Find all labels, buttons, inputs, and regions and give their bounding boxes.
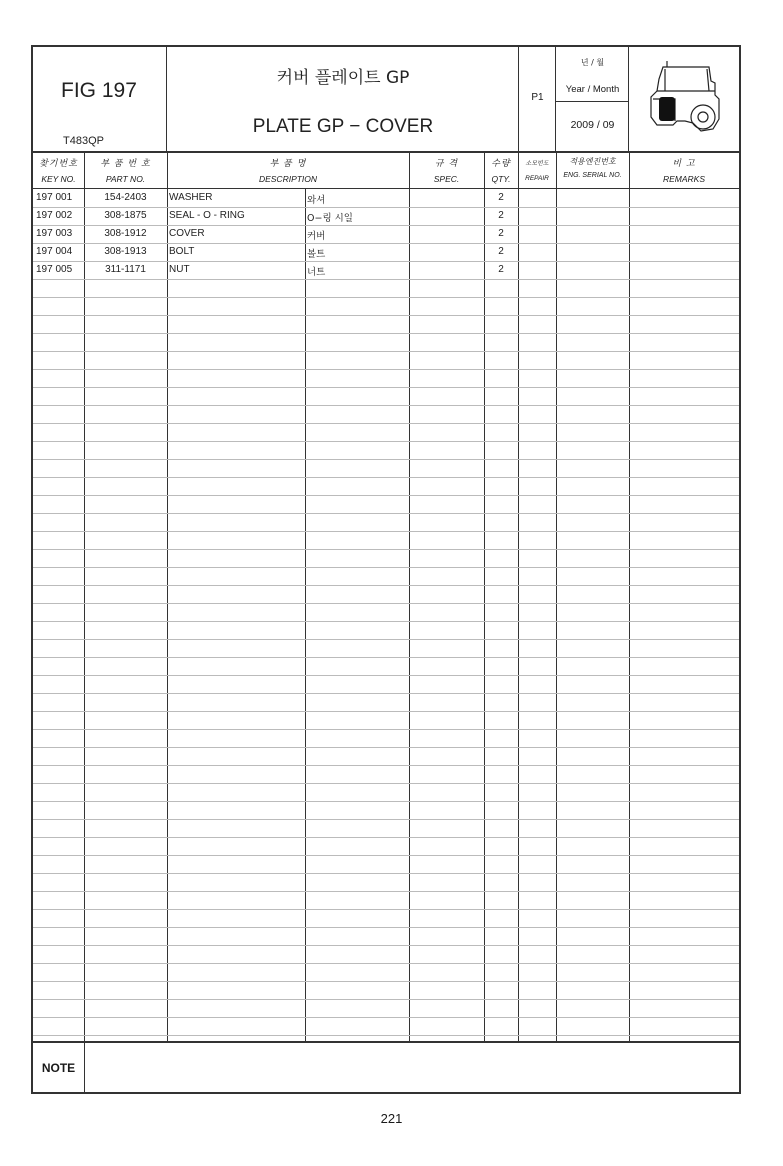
- quantity: 2: [498, 228, 504, 239]
- row-rule: [33, 801, 739, 802]
- header-desc-en: DESCRIPTION: [258, 174, 318, 184]
- header-spec: [409, 153, 484, 189]
- figure-number: FIG 197: [61, 79, 137, 102]
- description: COVER: [169, 228, 205, 239]
- row-rule: [33, 837, 739, 838]
- quantity: 2: [498, 210, 504, 221]
- row-rule: [33, 423, 739, 424]
- table-row: [33, 243, 739, 261]
- row-rule: [33, 405, 739, 406]
- header-part-ko: 부 품 번 호: [100, 159, 151, 169]
- part-no: 154-2403: [104, 192, 147, 203]
- header-key-ko: 찾기번호: [39, 159, 78, 169]
- header-repair: [518, 153, 556, 189]
- note-label: NOTE: [33, 1043, 85, 1094]
- row-rule: [33, 711, 739, 712]
- header-part-no: [84, 153, 167, 189]
- date-cell: [556, 47, 629, 153]
- table-row: [33, 207, 739, 225]
- header-qty-en: QTY.: [491, 174, 511, 184]
- row-rule: [33, 621, 739, 622]
- row-rule: [33, 963, 739, 964]
- header-desc-ko: 부 품 명: [269, 159, 307, 169]
- title-korean: 커버 플레이트 GP: [276, 68, 410, 88]
- row-rule: [33, 369, 739, 370]
- row-rule: [33, 855, 739, 856]
- header-qty-ko: 수량: [491, 159, 511, 169]
- row-rule: [33, 765, 739, 766]
- header-spec-en: SPEC.: [433, 174, 460, 184]
- quantity: 2: [498, 246, 504, 257]
- page-number: 221: [380, 1111, 403, 1126]
- key-no: 197 001: [36, 192, 73, 203]
- description-korean: 너트: [307, 267, 326, 278]
- date-divider: [556, 101, 629, 102]
- row-rule: [33, 729, 739, 730]
- description: BOLT: [169, 246, 195, 257]
- header-remarks: [629, 153, 739, 189]
- model-code: T483QP: [63, 135, 104, 147]
- header-spec-ko: 규 격: [434, 159, 459, 169]
- row-rule: [33, 567, 739, 568]
- date-label-english: Year / Month: [565, 84, 620, 95]
- description: SEAL - O - RING: [169, 210, 245, 221]
- row-rule: [33, 1017, 739, 1018]
- title-cell: [167, 47, 519, 153]
- part-no: 308-1913: [104, 246, 147, 257]
- table-row: [33, 225, 739, 243]
- row-rule: [33, 387, 739, 388]
- image-cell: [629, 47, 739, 153]
- sheet-header: [33, 47, 739, 153]
- description-korean: 볼트: [307, 249, 326, 260]
- row-rule: [33, 207, 739, 208]
- row-rule: [33, 243, 739, 244]
- row-rule: [33, 261, 739, 262]
- description-korean: 와셔: [307, 195, 326, 206]
- row-rule: [33, 477, 739, 478]
- description: NUT: [169, 264, 190, 275]
- key-no: 197 004: [36, 246, 73, 257]
- part-no: 308-1875: [104, 210, 147, 221]
- row-rule: [33, 441, 739, 442]
- row-rule: [33, 675, 739, 676]
- row-rule: [33, 693, 739, 694]
- description-korean: O−링 시일: [307, 213, 353, 224]
- row-rule: [33, 297, 739, 298]
- header-eng-en: ENG. SERIAL NO.: [563, 172, 622, 179]
- key-no: 197 002: [36, 210, 73, 221]
- parts-table-body: [33, 189, 739, 1041]
- description: WASHER: [169, 192, 213, 203]
- page-cell: [519, 47, 556, 153]
- header-repair-ko: 소모빈도: [525, 160, 549, 167]
- date-value: 2009 / 09: [570, 119, 615, 131]
- row-rule: [33, 351, 739, 352]
- row-rule: [33, 225, 739, 226]
- row-rule: [33, 657, 739, 658]
- part-no: 311-1171: [105, 264, 146, 275]
- row-rule: [33, 531, 739, 532]
- row-rule: [33, 891, 739, 892]
- row-rule: [33, 603, 739, 604]
- quantity: 2: [498, 192, 504, 203]
- header-qty: [484, 153, 518, 189]
- table-row: [33, 189, 739, 207]
- header-eng-serial: [556, 153, 629, 189]
- column-headers: [33, 153, 739, 189]
- row-rule: [33, 945, 739, 946]
- row-rule: [33, 981, 739, 982]
- row-rule: [33, 783, 739, 784]
- row-rule: [33, 819, 739, 820]
- row-rule: [33, 999, 739, 1000]
- parts-sheet: [31, 45, 741, 1094]
- header-remarks-en: REMARKS: [662, 174, 706, 184]
- header-key-no: [33, 153, 84, 189]
- note-section: [33, 1041, 739, 1092]
- header-eng-ko: 적용엔진번호: [569, 157, 616, 166]
- row-rule: [33, 279, 739, 280]
- row-rule: [33, 747, 739, 748]
- quantity: 2: [498, 264, 504, 275]
- header-part-en: PART NO.: [105, 174, 146, 184]
- row-rule: [33, 315, 739, 316]
- row-rule: [33, 549, 739, 550]
- key-no: 197 003: [36, 228, 73, 239]
- table-row: [33, 261, 739, 279]
- tractor-icon: [645, 59, 725, 139]
- row-rule: [33, 639, 739, 640]
- row-rule: [33, 873, 739, 874]
- row-rule: [33, 459, 739, 460]
- key-no: 197 005: [36, 264, 73, 275]
- part-no: 308-1912: [104, 228, 147, 239]
- header-repair-en: REPAIR: [525, 175, 549, 182]
- row-rule: [33, 909, 739, 910]
- date-label-korean: 년 / 월: [580, 58, 605, 67]
- row-rule: [33, 333, 739, 334]
- page-code: P1: [531, 92, 544, 103]
- title-english: PLATE GP − COVER: [252, 116, 434, 137]
- header-remarks-ko: 비 고: [672, 159, 696, 169]
- row-rule: [33, 1035, 739, 1036]
- row-rule: [33, 927, 739, 928]
- description-korean: 커버: [307, 231, 326, 242]
- row-rule: [33, 513, 739, 514]
- figure-cell: [33, 47, 167, 153]
- row-rule: [33, 495, 739, 496]
- header-description: [167, 153, 409, 189]
- row-rule: [33, 585, 739, 586]
- header-key-en: KEY NO.: [41, 174, 76, 184]
